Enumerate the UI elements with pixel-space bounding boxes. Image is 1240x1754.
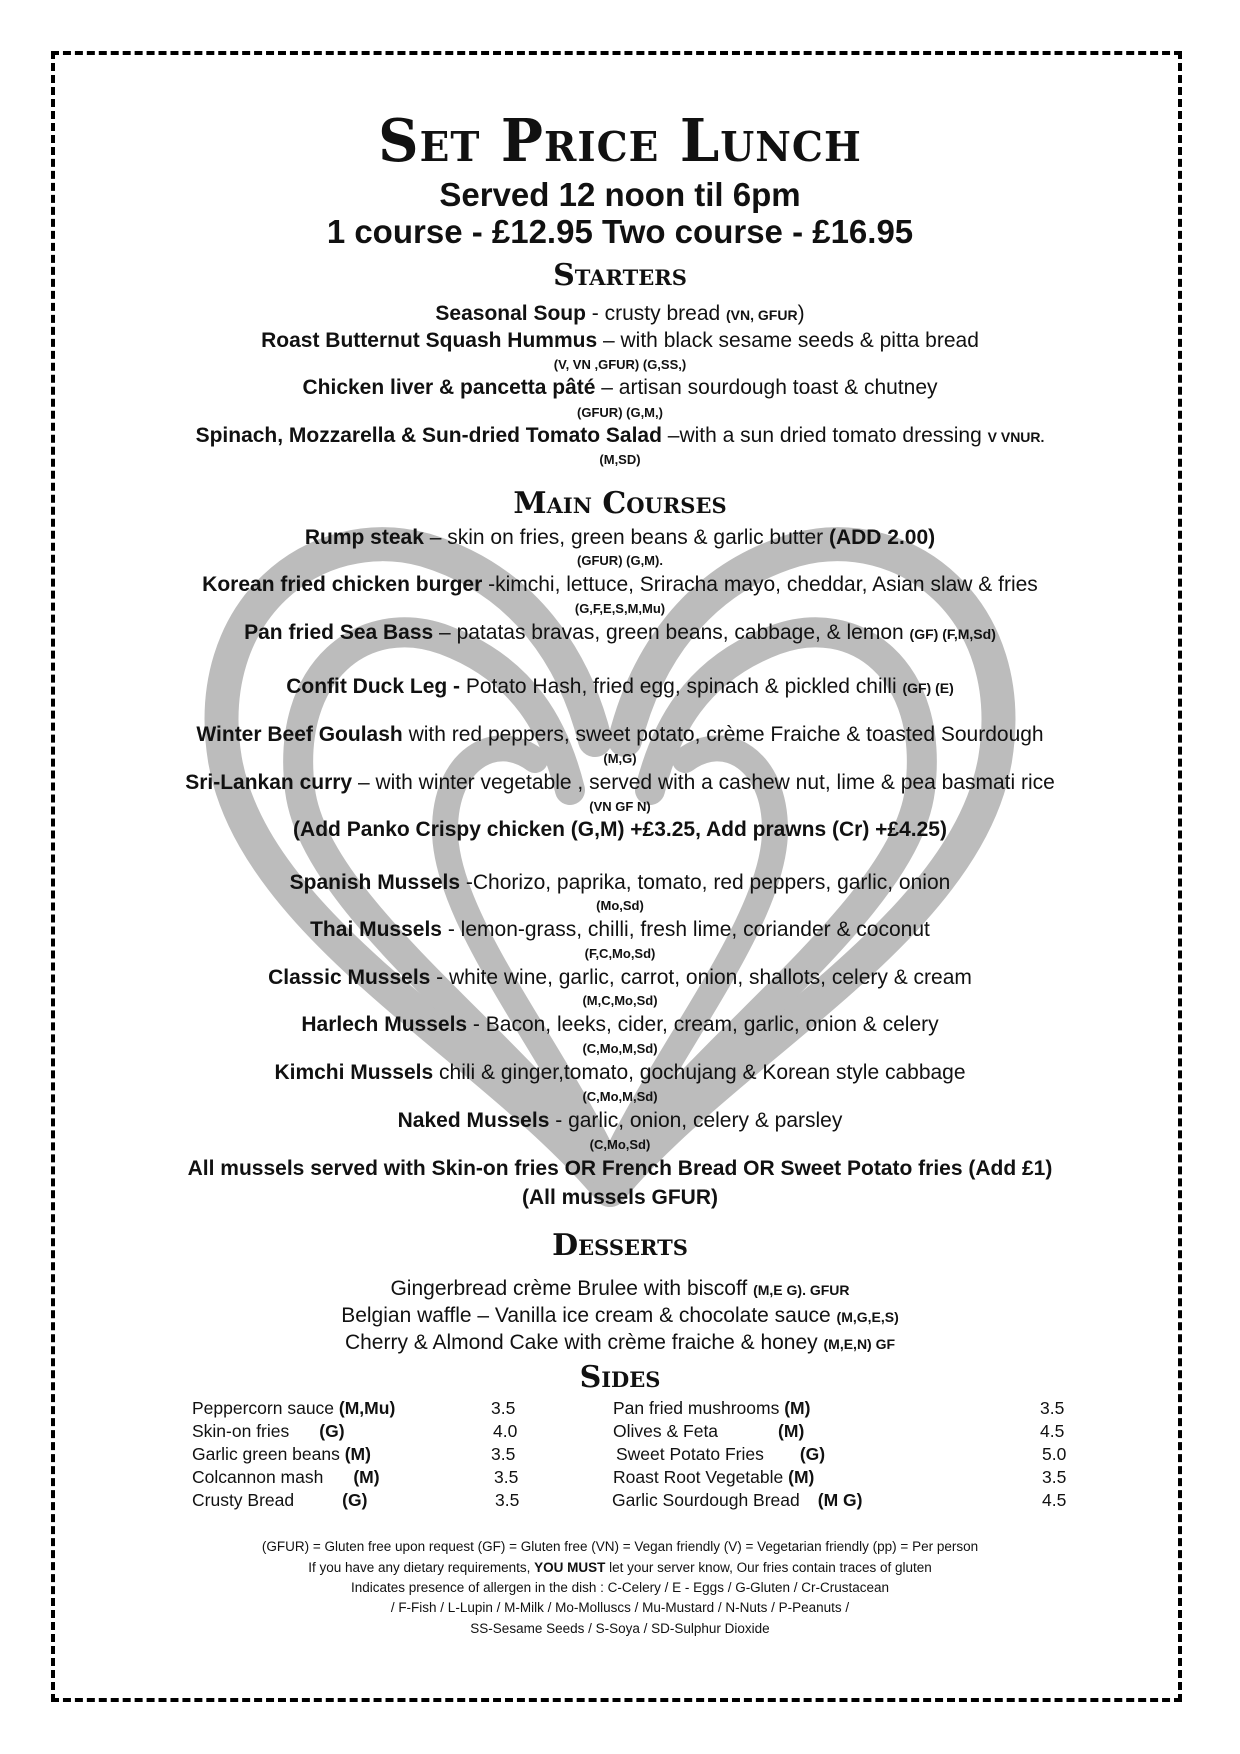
allergen-tags: (M) bbox=[344, 1444, 371, 1464]
allergen-tags: (M,G,E,S) bbox=[836, 1309, 899, 1325]
side-name: Garlic green beans bbox=[192, 1444, 345, 1464]
allergen-tags: (M) bbox=[788, 1467, 815, 1487]
side-item bbox=[192, 1490, 367, 1511]
separator: - bbox=[482, 573, 496, 596]
main-courses-heading: Main Courses bbox=[513, 486, 727, 521]
starter-item bbox=[0, 302, 1240, 326]
dessert-description: Gingerbread crème Brulee with biscoff bbox=[390, 1277, 754, 1300]
dish-name: Roast Butternut Squash Hummus bbox=[261, 329, 598, 352]
dish-description: artisan sourdough toast & chutney bbox=[618, 376, 938, 399]
dish-name: Spanish Mussels bbox=[289, 871, 461, 894]
dish-name: Kimchi Mussels bbox=[274, 1061, 434, 1084]
dish-description: with red peppers, sweet potato, crème Fraiche & toasted Sourdough bbox=[408, 723, 1044, 746]
side-name: Skin-on fries bbox=[192, 1421, 290, 1441]
mussels-item bbox=[0, 918, 1240, 942]
dish-name: Korean fried chicken burger bbox=[202, 573, 483, 596]
dish-description: garlic, onion, celery & parsley bbox=[568, 1109, 843, 1132]
menu-title: Set Price Lunch bbox=[378, 106, 862, 176]
side-price: 3.5 bbox=[491, 1398, 516, 1418]
side-price: 3.5 bbox=[495, 1490, 520, 1510]
dietary-legend: (GFUR) = Gluten free upon request (GF) = Gluten free (VN) = Vegan friendly (V) = Vegetarian friendly (pp) = Per person bbox=[261, 1539, 979, 1554]
mussels-sides-note: All mussels served with Skin-on fries OR French Bread OR Sweet Potato fries (Add £1) bbox=[187, 1157, 1053, 1180]
dessert-item bbox=[0, 1277, 1240, 1301]
main-item bbox=[0, 723, 1240, 747]
side-name: Sweet Potato Fries bbox=[616, 1444, 764, 1464]
allergen-tags: (M,G) bbox=[603, 751, 637, 766]
mussels-item bbox=[0, 966, 1240, 990]
dish-name: Pan fried Sea Bass bbox=[244, 621, 434, 644]
starter-item bbox=[0, 329, 1240, 353]
side-price: 5.0 bbox=[1042, 1444, 1067, 1464]
separator: – bbox=[597, 329, 621, 352]
separator: – bbox=[433, 621, 457, 644]
dish-description: kimchi, lettuce, Sriracha mayo, cheddar, Asian slaw & fries bbox=[495, 573, 1038, 596]
allergen-key: SS-Sesame Seeds / S-Soya / SD-Sulphur Dioxide bbox=[470, 1621, 770, 1636]
separator: – bbox=[423, 526, 448, 549]
allergen-tags: (GF) (F,M,Sd) bbox=[909, 626, 996, 642]
side-name: Roast Root Vegetable bbox=[613, 1467, 789, 1487]
dessert-item bbox=[0, 1304, 1240, 1328]
side-name: Colcannon mash bbox=[192, 1467, 324, 1487]
dish-name: Spinach, Mozzarella & Sun-dried Tomato Salad bbox=[195, 424, 662, 447]
allergen-tags: (GF) (E) bbox=[902, 680, 954, 696]
dish-name: Seasonal Soup bbox=[435, 302, 586, 325]
side-price: 3.5 bbox=[1042, 1467, 1067, 1487]
allergen-tags: (F,C,Mo,Sd) bbox=[584, 946, 656, 961]
allergen-tags: (M,Mu) bbox=[338, 1398, 396, 1418]
allergen-tags: (GFUR) (G,M). bbox=[577, 553, 663, 568]
side-price: 3.5 bbox=[491, 1444, 516, 1464]
allergen-tags: (M) bbox=[778, 1421, 805, 1441]
allergen-tags: (M) bbox=[353, 1467, 380, 1487]
allergen-tags: (G,F,E,S,M,Mu) bbox=[574, 601, 666, 616]
starters-heading: Starters bbox=[553, 258, 687, 293]
allergen-tags: (M G) bbox=[817, 1490, 863, 1510]
allergen-tags: (VN GF N) bbox=[589, 799, 651, 814]
mussels-gfur-note: (All mussels GFUR) bbox=[521, 1186, 719, 1209]
tag-close: ) bbox=[797, 302, 805, 325]
main-item bbox=[0, 771, 1240, 795]
main-item bbox=[0, 526, 1240, 550]
warning-text: If you have any dietary requirements, bbox=[308, 1560, 535, 1575]
main-item bbox=[0, 573, 1240, 597]
dish-name: Confit Duck Leg - bbox=[286, 675, 461, 698]
dish-name: Thai Mussels bbox=[310, 918, 442, 941]
side-item bbox=[192, 1444, 371, 1465]
side-item bbox=[192, 1467, 380, 1488]
dish-description: skin on fries, green beans & garlic butter bbox=[447, 526, 829, 549]
side-price: 4.5 bbox=[1040, 1421, 1065, 1441]
separator: – bbox=[595, 376, 619, 399]
dish-description: crusty bread bbox=[604, 302, 727, 325]
dish-name: Chicken liver & pancetta pâté bbox=[302, 376, 596, 399]
course-pricing: 1 course - £12.95 Two course - £16.95 bbox=[326, 213, 914, 250]
warning-text: let your server know, Our fries contain traces of gluten bbox=[605, 1560, 932, 1575]
separator: – bbox=[352, 771, 376, 794]
allergen-tags: (M,C,Mo,Sd) bbox=[582, 993, 658, 1008]
main-item bbox=[0, 621, 1240, 645]
side-name: Pan fried mushrooms bbox=[613, 1398, 785, 1418]
dish-description: Chorizo, paprika, tomato, red peppers, garlic, onion bbox=[472, 871, 951, 894]
dish-description: with black sesame seeds & pitta bread bbox=[620, 329, 979, 352]
dish-description: patatas bravas, green beans, cabbage, & lemon bbox=[456, 621, 910, 644]
separator: - bbox=[467, 1013, 486, 1036]
side-item bbox=[613, 1398, 810, 1419]
dish-name: Sri-Lankan curry bbox=[185, 771, 353, 794]
side-item bbox=[613, 1421, 804, 1442]
allergen-tags: (Mo,Sd) bbox=[596, 898, 644, 913]
served-hours: Served 12 noon til 6pm bbox=[439, 176, 801, 213]
side-price: 4.5 bbox=[1042, 1490, 1067, 1510]
mussels-item bbox=[0, 1109, 1240, 1133]
separator: - bbox=[442, 918, 461, 941]
side-item bbox=[192, 1398, 395, 1419]
dish-name: Rump steak bbox=[304, 526, 424, 549]
curry-addon-note: (Add Panko Crispy chicken (G,M) +£3.25, Add prawns (Cr) +£4.25) bbox=[293, 818, 947, 841]
allergen-tags: (M,SD) bbox=[599, 452, 641, 467]
dish-description: lemon-grass, chilli, fresh lime, coriander & coconut bbox=[460, 918, 930, 941]
allergen-tags: (C,Mo,M,Sd) bbox=[582, 1089, 658, 1104]
dish-name: Harlech Mussels bbox=[301, 1013, 468, 1036]
main-item bbox=[0, 675, 1240, 699]
allergen-tags: (G) bbox=[342, 1490, 368, 1510]
dessert-description: Belgian waffle – Vanilla ice cream & chocolate sauce bbox=[341, 1304, 837, 1327]
separator: - bbox=[430, 966, 450, 989]
allergen-tags: (C,Mo,M,Sd) bbox=[582, 1041, 658, 1056]
desserts-heading: Desserts bbox=[552, 1228, 688, 1263]
dish-name: Classic Mussels bbox=[268, 966, 431, 989]
allergen-tags: (V, VN ,GFUR) (G,SS,) bbox=[553, 357, 687, 372]
dish-description: Potato Hash, fried egg, spinach & pickled chilli bbox=[465, 675, 903, 698]
side-price: 3.5 bbox=[1040, 1398, 1065, 1418]
allergen-key: Indicates presence of allergen in the dish : C-Celery / E - Eggs / G-Gluten / Cr-Crustacean bbox=[351, 1580, 889, 1595]
dietary-tags: (VN, GFUR bbox=[726, 307, 798, 323]
allergen-tags: (C,Mo,Sd) bbox=[589, 1137, 651, 1152]
dish-name: Winter Beef Goulash bbox=[196, 723, 403, 746]
mussels-item bbox=[0, 871, 1240, 895]
dish-description: with winter vegetable , served with a cashew nut, lime & pea basmati rice bbox=[375, 771, 1055, 794]
separator: – bbox=[661, 424, 680, 447]
starter-item bbox=[0, 424, 1240, 448]
mussels-item bbox=[0, 1061, 1240, 1085]
dish-description: white wine, garlic, carrot, onion, shallots, celery & cream bbox=[449, 966, 972, 989]
dietary-tags: V VNUR. bbox=[987, 429, 1045, 445]
dish-description: chili & ginger,tomato, gochujang & Korean style cabbage bbox=[439, 1061, 966, 1084]
starter-item bbox=[0, 376, 1240, 400]
allergen-tags: (M) bbox=[784, 1398, 811, 1418]
side-name: Garlic Sourdough Bread bbox=[612, 1490, 800, 1510]
supplement-price: (ADD 2.00) bbox=[828, 526, 936, 549]
allergen-tags: (M,E G). GFUR bbox=[753, 1282, 850, 1298]
side-name: Peppercorn sauce bbox=[192, 1398, 339, 1418]
allergen-tags: (M,E,N) GF bbox=[823, 1336, 896, 1352]
separator: - bbox=[549, 1109, 569, 1132]
side-item bbox=[613, 1467, 814, 1488]
dessert-item bbox=[0, 1331, 1240, 1355]
side-name: Olives & Feta bbox=[613, 1421, 719, 1441]
separator: - bbox=[585, 302, 605, 325]
allergen-tags: (G) bbox=[799, 1444, 826, 1464]
dietary-warning bbox=[0, 1560, 1240, 1575]
side-item bbox=[192, 1421, 345, 1442]
dish-name: Naked Mussels bbox=[397, 1109, 550, 1132]
side-item bbox=[616, 1444, 825, 1465]
side-item bbox=[612, 1490, 862, 1511]
separator: - bbox=[460, 871, 473, 894]
warning-emphasis: YOU MUST bbox=[534, 1560, 606, 1575]
mussels-item bbox=[0, 1013, 1240, 1037]
side-price: 4.0 bbox=[493, 1421, 518, 1441]
allergen-tags: (G) bbox=[319, 1421, 345, 1441]
sides-heading: Sides bbox=[579, 1360, 661, 1395]
allergen-tags: (GFUR) (G,M,) bbox=[577, 405, 663, 420]
side-name: Crusty Bread bbox=[192, 1490, 295, 1510]
allergen-key: / F-Fish / L-Lupin / M-Milk / Mo-Molluscs / Mu-Mustard / N-Nuts / P-Peanuts / bbox=[390, 1600, 850, 1615]
dessert-description: Cherry & Almond Cake with crème fraiche & honey bbox=[344, 1331, 824, 1354]
side-price: 3.5 bbox=[494, 1467, 519, 1487]
dish-description: Bacon, leeks, cider, cream, garlic, onion & celery bbox=[485, 1013, 939, 1036]
dish-description: with a sun dried tomato dressing bbox=[679, 424, 988, 447]
